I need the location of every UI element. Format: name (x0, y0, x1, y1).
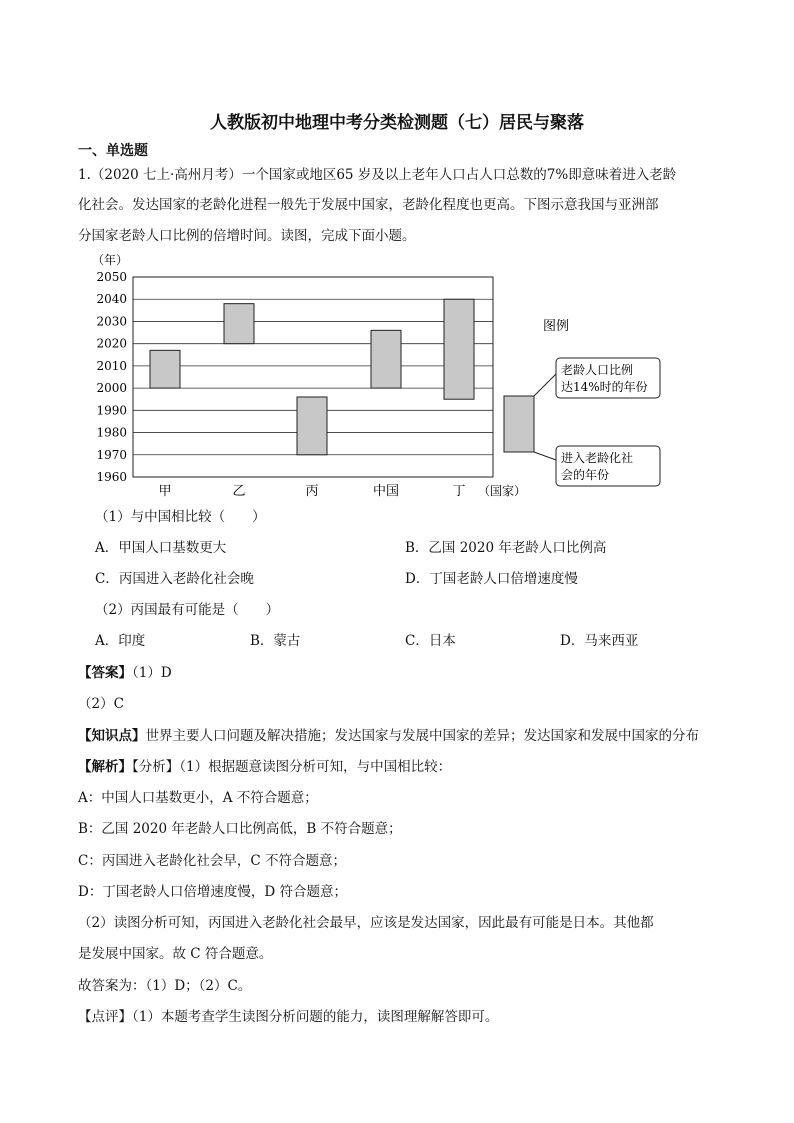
question-line-3: 分国家老龄人口比例的倍增时间。读图，完成下面小题。 (78, 228, 416, 244)
x-unit-label: （国家） (478, 484, 527, 498)
x-tick-label: 丁 (452, 484, 466, 499)
y-tick-label: 2050 (96, 270, 127, 284)
y-tick-label: 1970 (96, 447, 127, 462)
legend-bar (504, 396, 534, 452)
y-tick-label: 1980 (96, 425, 127, 440)
answer-2: （2）C (78, 696, 124, 712)
knowledge-text: 世界主要人口问题及解决措施；发达国家与发展中国家的差异；发达国家和发展中国家的分布 (145, 728, 699, 744)
analysis-p2-1: （2）读图分析可知，丙国进入老龄化社会最早，应该是发达国家，因此最有可能是日本。其他都 (78, 915, 654, 931)
legend-top-leader (534, 374, 556, 396)
sub-question-2: （2）丙国最有可能是（ ） (95, 602, 280, 618)
option-2b: B．蒙古 (250, 633, 301, 649)
analysis-tag: 【解析】 (78, 759, 132, 775)
analysis-lead: 【分析】（1）根据题意读图分析可知，与中国相比较： (132, 759, 452, 775)
y-tick-label: 2030 (96, 314, 127, 329)
aging-chart (88, 252, 570, 504)
final-answer: 故答案为：（1）D；（2）C。 (78, 978, 252, 994)
y-tick-label: 1990 (96, 403, 127, 418)
analysis-p2-2: 是发展中国家。故 C 符合题意。 (78, 946, 273, 962)
legend-title: 图例 (543, 319, 570, 334)
analysis-d: D：丁国老龄人口倍增速度慢，D 符合题意； (78, 884, 347, 900)
y-tick-label: 2040 (96, 292, 127, 307)
bar-2 (297, 397, 327, 455)
analysis-c: C：丙国进入老龄化社会早，C 不符合题意； (78, 853, 346, 869)
answer-1: （1）D (132, 665, 172, 681)
sub-question-1: （1）与中国相比较（ ） (95, 509, 266, 525)
bar-4 (444, 299, 474, 399)
comment-line (78, 1008, 498, 1026)
option-2a: A．印度 (95, 633, 146, 649)
legend-bottom-label-2: 会的年份 (561, 468, 610, 482)
option-1c: C．丙国进入老龄化社会晚 (95, 571, 254, 587)
option-2d: D．马来西亚 (560, 633, 639, 649)
section-heading: 一、单选题 (78, 143, 148, 159)
answer-line (78, 664, 172, 682)
legend-bottom-leader (534, 452, 556, 460)
analysis-a: A：中国人口基数更小，A 不符合题意； (78, 790, 318, 806)
x-tick-label: 乙 (232, 484, 246, 499)
y-tick-label: 2000 (96, 381, 127, 396)
x-tick-label: 丙 (305, 484, 319, 499)
bar-3 (371, 330, 401, 388)
legend (498, 350, 688, 490)
option-1b: B．乙国 2020 年老龄人口比例高 (405, 540, 607, 556)
comment-tag: 【点评】 (78, 1009, 132, 1025)
answer-tag: 【答案】 (78, 665, 132, 681)
legend-top-label-2: 达14%时的年份 (561, 380, 648, 394)
knowledge-tag: 【知识点】 (78, 728, 146, 744)
y-tick-label: 1960 (96, 470, 127, 484)
legend-bottom-label-1: 进入老龄化社 (561, 451, 634, 465)
comment-text: （1）本题考查学生读图分析问题的能力，读图理解解答即可。 (132, 1009, 499, 1025)
analysis-line (78, 758, 451, 776)
page-title: 人教版初中地理中考分类检测题（七）居民与聚落 (210, 113, 584, 133)
x-tick-label: 甲 (158, 484, 172, 499)
bar-1 (224, 304, 254, 344)
option-2c: C．日本 (405, 633, 456, 649)
y-unit-label: （年） (92, 253, 129, 267)
option-1a: A．甲国人口基数更大 (95, 540, 227, 556)
knowledge-line (78, 727, 699, 745)
analysis-b: B：乙国 2020 年老龄人口比例高低，B 不符合题意； (78, 821, 402, 837)
option-1d: D．丁国老龄人口倍增速度慢 (405, 571, 578, 587)
question-line-2: 化社会。发达国家的老龄化进程一般先于发展中国家，老龄化程度也更高。下图示意我国与亚洲部 (78, 197, 659, 213)
question-line-1: 1.（2020 七上·高州月考）一个国家或地区65 岁及以上老年人口占人口总数的7%即意味着进入老龄 (78, 167, 677, 183)
x-tick-label: 中国 (372, 484, 400, 499)
bar-0 (150, 350, 180, 388)
y-tick-label: 2010 (96, 358, 127, 373)
y-tick-label: 2020 (96, 336, 127, 351)
legend-top-label-1: 老龄人口比例 (561, 363, 634, 377)
